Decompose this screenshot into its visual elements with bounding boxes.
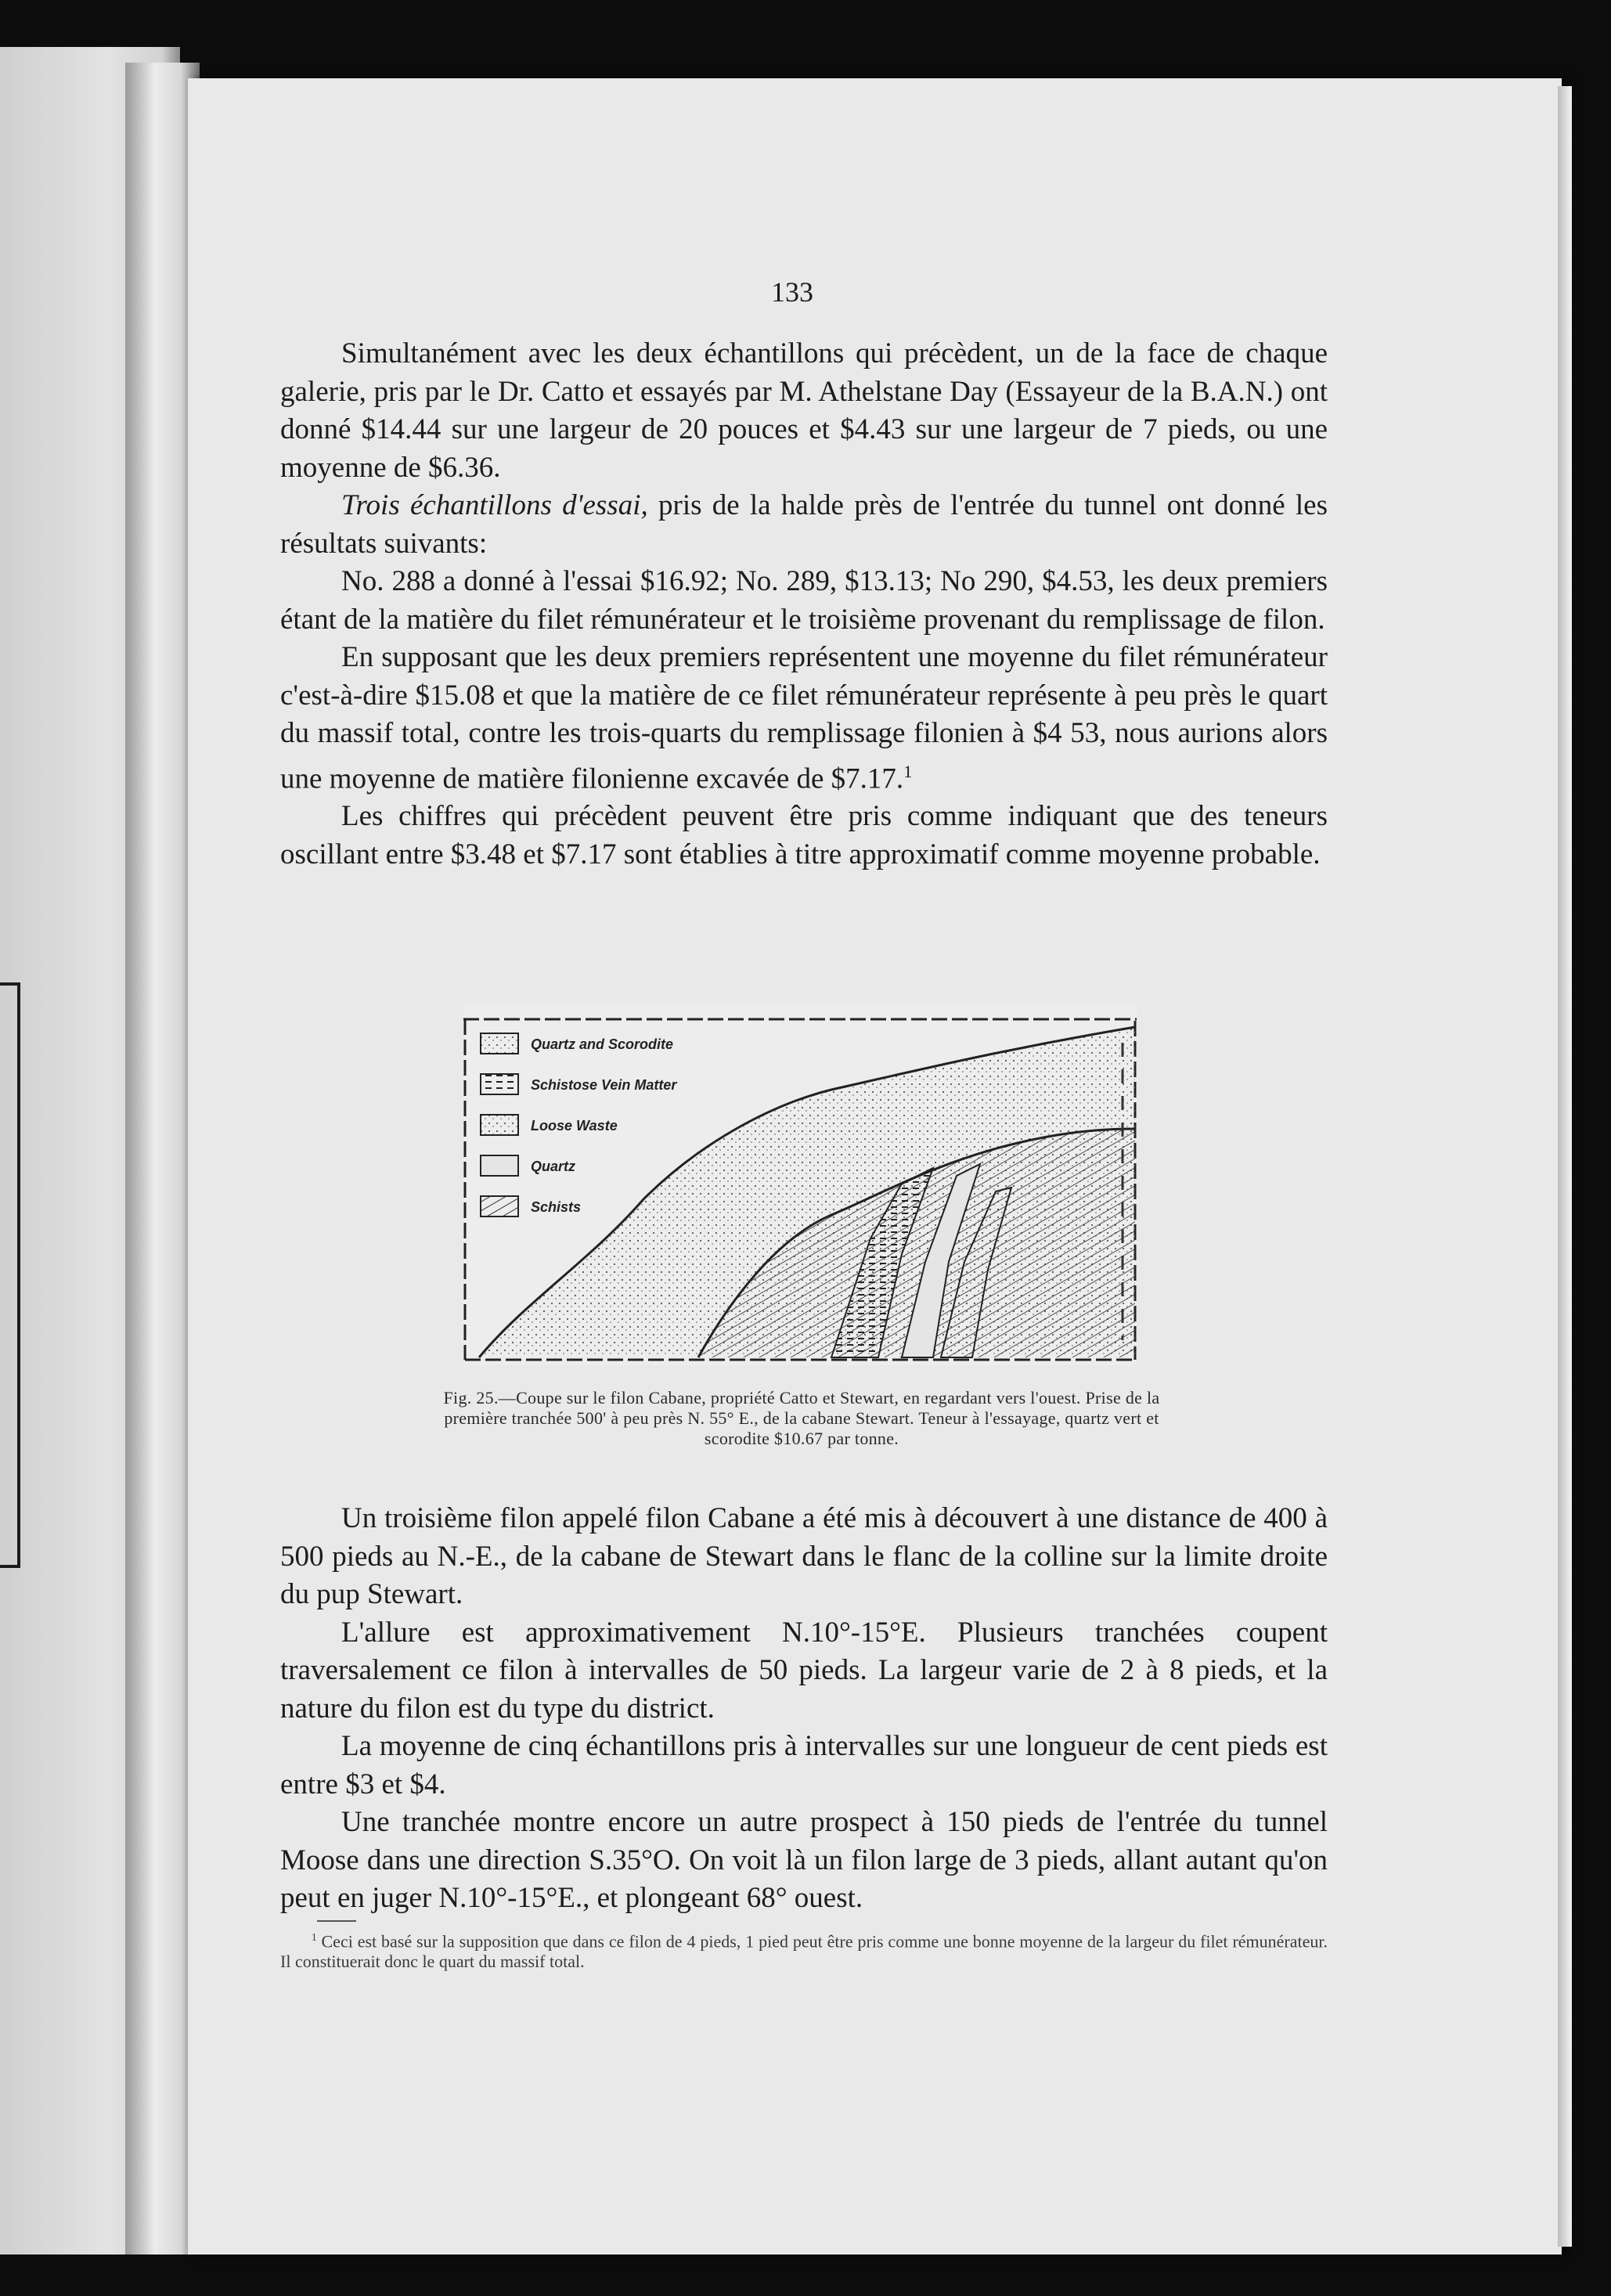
footnote-marker: 1	[903, 761, 913, 781]
caption-label: Fig. 25.	[443, 1388, 499, 1408]
legend-swatch	[481, 1155, 518, 1176]
footnote	[280, 1927, 1328, 1972]
legend-label: Quartz	[531, 1159, 576, 1174]
footnote-text: Ceci est basé sur la supposition que dans ce filon de 4 pieds, 1 pied peut être pris comme une bonne moyenne de la largeur du filet rémunérateur. Il constituerait donc le quart du massif total.	[280, 1931, 1328, 1972]
legend-label: Schists	[531, 1199, 582, 1215]
footnote-rule	[317, 1920, 356, 1922]
caption-text: —Coupe sur le filon Cabane, propriété Catto et Stewart, en regardant vers l'ouest. Prise de la première tranchée 500' à peu près N. 55° E., de la cabane Stewart. Teneur à l'essayage, quartz vert et scorodite $10.67 par tonne.	[444, 1388, 1160, 1448]
page-number: 133	[771, 276, 813, 308]
legend-label: Quartz and Scorodite	[531, 1036, 674, 1052]
paragraph: Une tranchée montre encore un autre prospect à 150 pieds de l'entrée du tunnel Moose dans une direction S.35°O. On voit là un filon large de 3 pieds, allant autant qu'on peut en juger N.10°-15°E., et plongeant 68° ouest.	[280, 1806, 1328, 1914]
paragraph: No. 288 a donné à l'essai $16.92; No. 289, $13.13; No 290, $4.53, les deux premiers étant de la matière du filet rémunérateur et le troisième provenant du remplissage de filon.	[280, 565, 1328, 636]
section-figure	[463, 1004, 1137, 1365]
left-page-box	[0, 982, 20, 1568]
legend-swatch	[481, 1115, 518, 1135]
paragraph	[280, 639, 1328, 798]
page-edge	[1558, 86, 1572, 2247]
legend-swatch	[481, 1196, 518, 1216]
top-text-block	[280, 335, 1328, 874]
paragraph: Simultanément avec les deux échantillons qui précèdent, un de la face de chaque galerie, pris par le Dr. Catto et essayés par M. Athelstane Day (Essayeur de la B.A.N.) ont donné $14.44 sur une largeur de 20 pouces et $4.43 sur une largeur de 7 pieds, ou une moyenne de $6.36.	[280, 337, 1328, 484]
legend-label: Schistose Vein Matter	[531, 1077, 677, 1093]
paragraph: L'allure est approximativement N.10°-15°E. Plusieurs tranchées coupent traversalement ce filon à intervalles de 50 pieds. La largeur varie de 2 à 8 pieds, et la nature du filon est du type du district.	[280, 1616, 1328, 1725]
legend-swatch	[481, 1033, 518, 1054]
footnote-number: 1	[312, 1931, 317, 1943]
paragraph: Les chiffres qui précèdent peuvent être pris comme indiquant que des teneurs oscillant entre $3.48 et $7.17 sont établies à titre approximatif comme moyenne probable.	[280, 800, 1328, 870]
figure-caption	[438, 1388, 1165, 1449]
paragraph-text: En supposant que les deux premiers représentent une moyenne du filet rémunérateur c'est-à-dire $15.08 et que la matière de ce filet rémunérateur représente à peu près le quart du massif total, contre les trois-quarts du remplissage filonien à $4 53, nous aurions alors une moyenne de matière filonienne excavée de $7.17.	[280, 641, 1328, 795]
paragraph: La moyenne de cinq échantillons pris à intervalles sur une longueur de cent pieds est entre $3 et $4.	[280, 1730, 1328, 1800]
paragraph-rest: pris de la halde près de l'entrée du tunnel ont donné les résultats suivants:	[280, 489, 1328, 560]
paragraph: Un troisième filon appelé filon Cabane a été mis à découvert à une distance de 400 à 500 pieds au N.-E., de la cabane de Stewart dans le flanc de la colline sur la limite droite du pup Stewart.	[280, 1502, 1328, 1610]
legend-swatch	[481, 1074, 518, 1094]
italic-lead: Trois échantillons d'essai,	[341, 489, 648, 521]
legend-label: Loose Waste	[531, 1118, 618, 1134]
bottom-text-block	[280, 1500, 1328, 1918]
paragraph	[280, 487, 1328, 563]
